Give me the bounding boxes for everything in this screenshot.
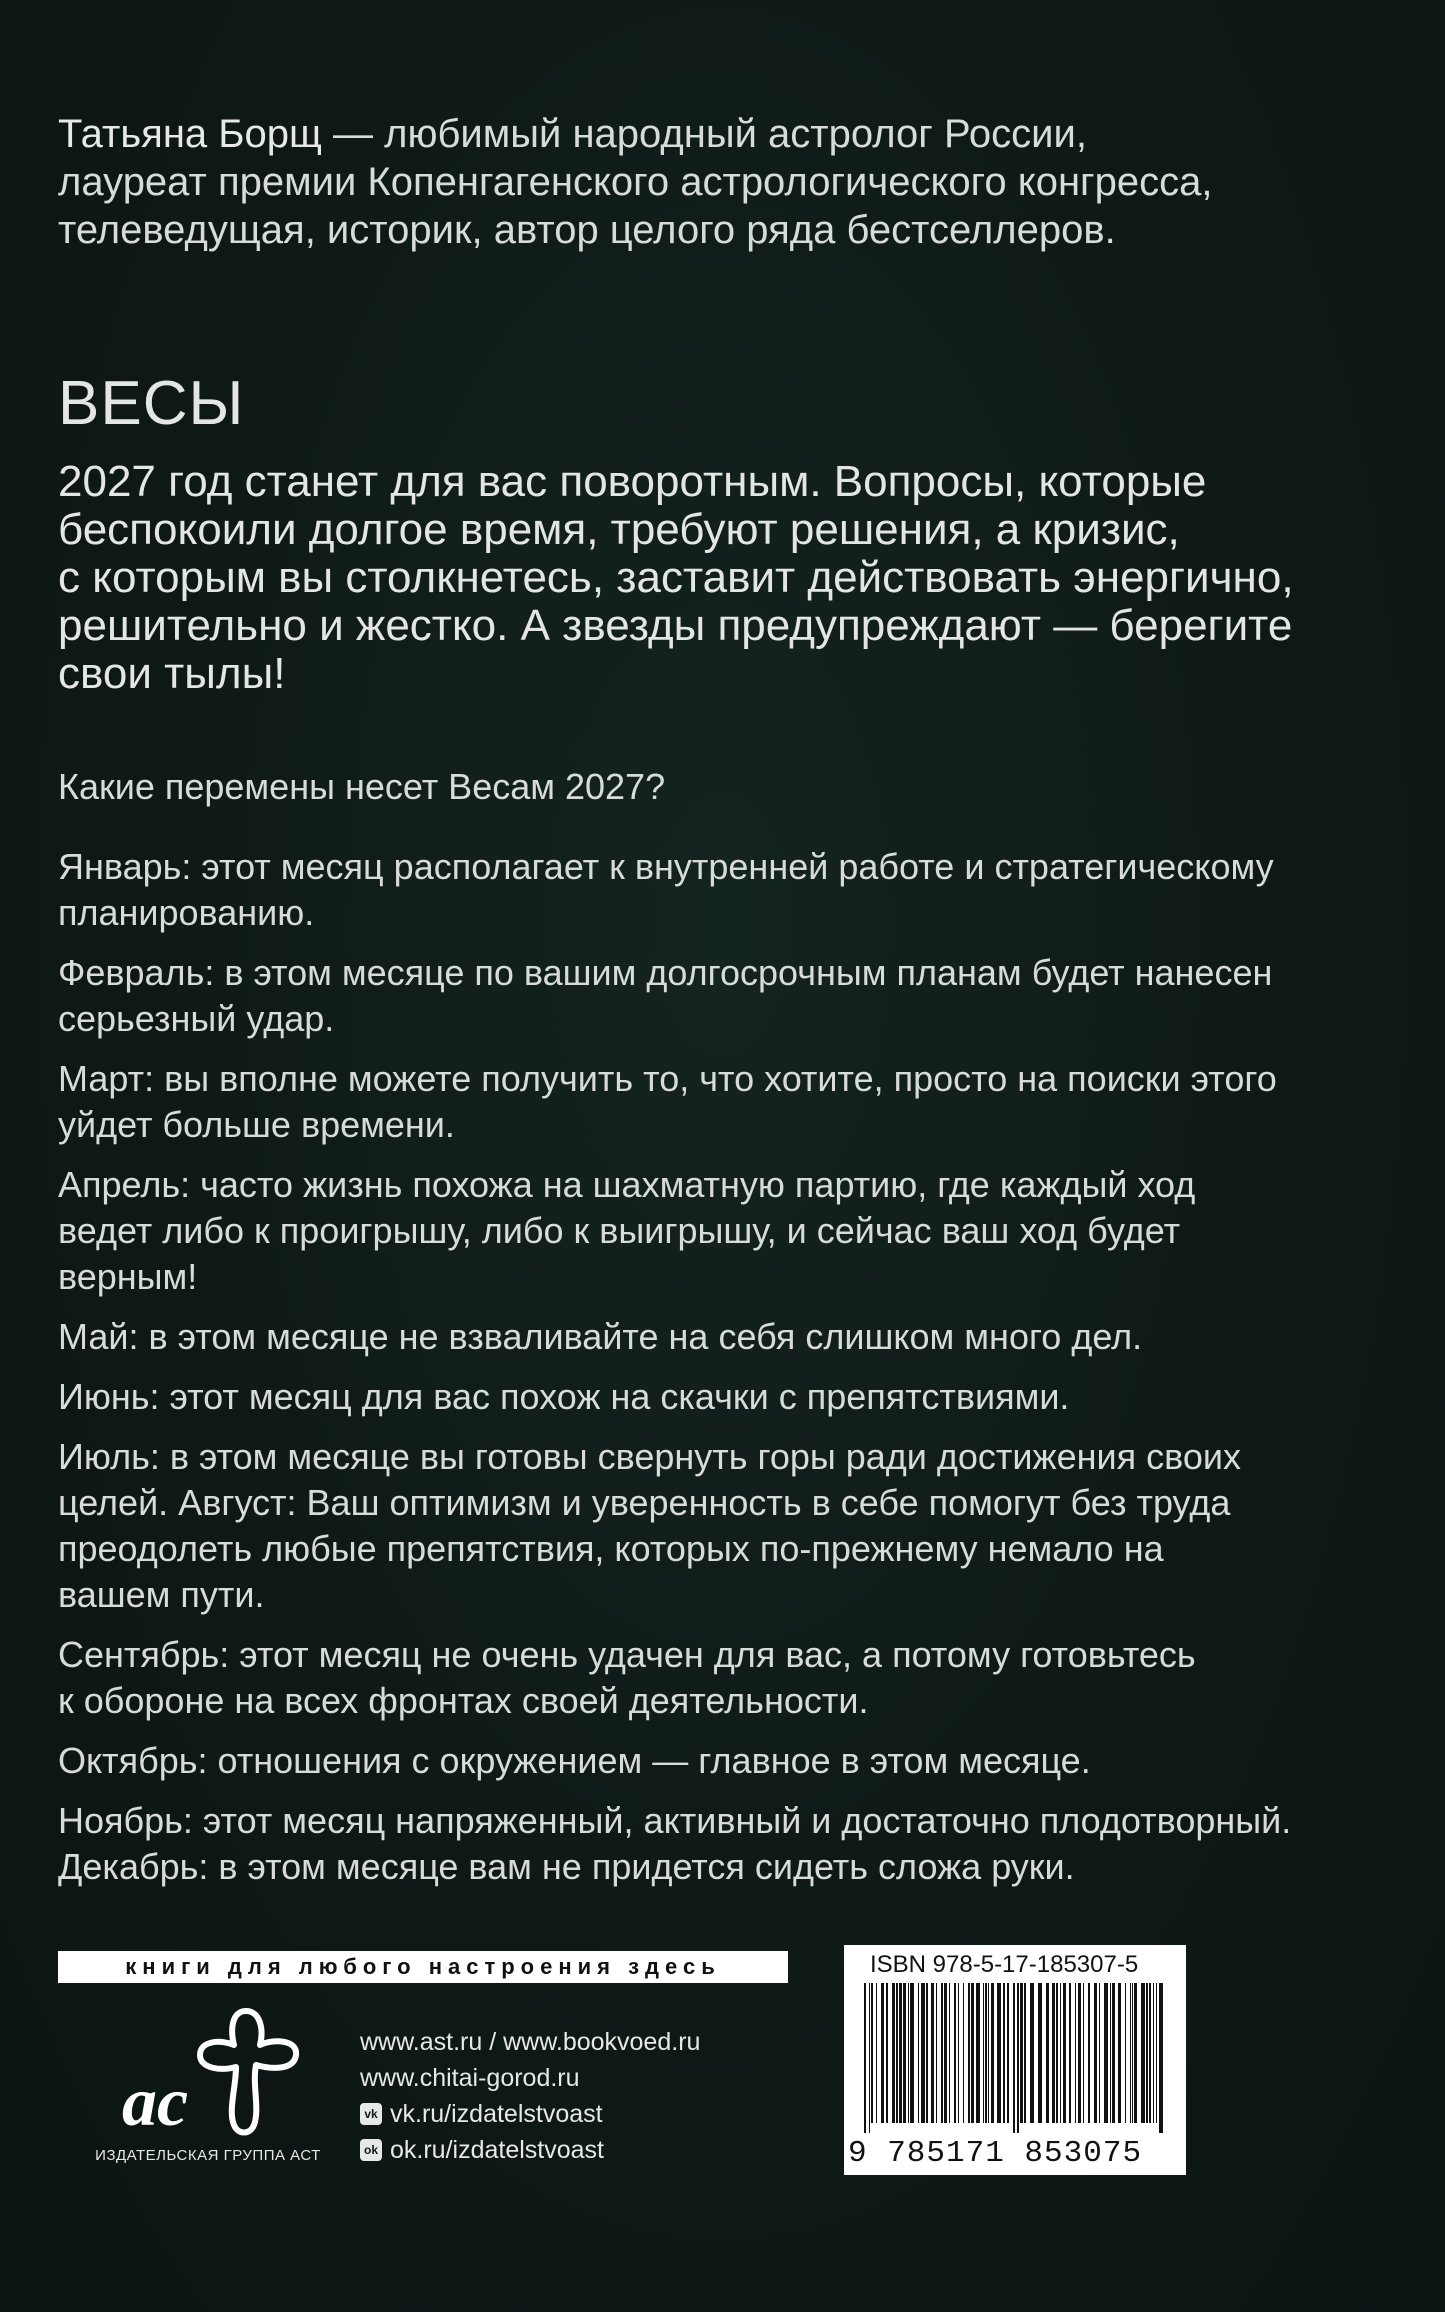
barcode-bar xyxy=(871,1983,873,2123)
month-forecast-line: Февраль: в этом месяце по вашим долгосрочным планам будет нанесен xyxy=(58,952,1273,993)
publisher-name: ИЗДАТЕЛЬСКАЯ ГРУППА АСТ xyxy=(95,2147,321,2164)
month-forecast-item xyxy=(58,1162,1378,1300)
ok-link[interactable] xyxy=(360,2132,700,2168)
month-forecast-item xyxy=(58,950,1378,1042)
isbn-label: ISBN 978-5-17-185307-5 xyxy=(870,1951,1139,1978)
barcode-bar xyxy=(954,1983,956,2123)
month-forecast-line: серьезный удар. xyxy=(58,998,335,1039)
month-forecast-line: Март: вы вполне можете получить то, что хотите, просто на поиски этого xyxy=(58,1058,1277,1099)
barcode-bar xyxy=(1013,1983,1015,2133)
barcode-bar xyxy=(976,1983,980,2123)
isbn-digits: 9 785171 853075 xyxy=(848,2136,1143,2171)
month-forecast-item xyxy=(58,1434,1378,1618)
intro-line-3: телеведущая, историк, автор целого ряда бестселлеров. xyxy=(58,208,1116,252)
month-forecast-item xyxy=(58,1844,1378,1890)
barcode-bar xyxy=(1094,1983,1097,2123)
barcode-bar xyxy=(908,1983,909,2123)
barcode-bar xyxy=(896,1983,898,2123)
intro-line-2: лауреат премии Копенгагенского астрологического конгресса, xyxy=(58,160,1213,204)
forecast-line: 2027 год станет для вас поворотным. Вопросы, которые xyxy=(58,457,1207,506)
barcode-bar xyxy=(983,1983,984,2123)
barcode-bar xyxy=(1104,1983,1108,2123)
barcode-bar xyxy=(968,1983,970,2123)
barcode-bar xyxy=(931,1983,934,2123)
barcode-bar xyxy=(941,1983,943,2123)
month-forecast-line: Октябрь: отношения с окружением — главное в этом месяце. xyxy=(58,1740,1091,1781)
author-intro xyxy=(58,110,1358,254)
barcode-bar xyxy=(1149,1983,1151,2123)
intro-line-1-rest: — любимый народный астролог России, xyxy=(321,112,1087,156)
barcode-bar xyxy=(921,1983,925,2123)
barcode-bar xyxy=(864,1983,866,2133)
barcode-bar xyxy=(985,1983,987,2123)
month-forecast-item xyxy=(58,1374,1378,1420)
chitai-gorod-link[interactable]: www.chitai-gorod.ru xyxy=(360,2063,580,2092)
barcode-bar xyxy=(988,1983,989,2123)
barcode-bar xyxy=(1112,1983,1115,2123)
month-forecast-line: верным! xyxy=(58,1256,198,1297)
barcode-bar xyxy=(1007,1983,1009,2123)
month-forecast-line: Июль: в этом месяце вы готовы свернуть горы ради достижения своих xyxy=(58,1436,1241,1477)
tagline-banner: книги для любого настроения здесь xyxy=(58,1951,788,1983)
barcode-bar xyxy=(1024,1983,1026,2123)
intro-line-1 xyxy=(58,110,1358,158)
vk-url[interactable]: vk.ru/izdatelstvoast xyxy=(390,2099,603,2128)
month-forecast-item xyxy=(58,1798,1378,1844)
barcode-bar xyxy=(1063,1983,1066,2123)
monthly-forecast-list xyxy=(58,844,1378,1904)
barcode-bar xyxy=(1083,1983,1084,2123)
month-forecast-line: Январь: этот месяц располагает к внутренней работе и стратегическому xyxy=(58,846,1274,887)
barcode-bar xyxy=(1159,1983,1163,2133)
publisher-links xyxy=(360,2024,700,2168)
month-forecast-line: Июнь: этот месяц для вас похож на скачки с препятствиями. xyxy=(58,1376,1070,1417)
sign-title: ВЕСЫ xyxy=(58,369,245,438)
barcode-bar xyxy=(1132,1983,1133,2123)
month-forecast-line: вашем пути. xyxy=(58,1574,265,1615)
ast-logo-icon xyxy=(88,2005,328,2155)
vk-icon: vk xyxy=(360,2103,382,2125)
barcode-bar xyxy=(1052,1983,1055,2123)
month-forecast-line: Ноябрь: этот месяц напряженный, активный и достаточно плодотворный. xyxy=(58,1800,1292,1841)
barcode-bar xyxy=(1030,1983,1034,2123)
author-name: Татьяна Борщ xyxy=(58,112,322,156)
forecast-paragraph xyxy=(58,458,1378,698)
vk-link[interactable] xyxy=(360,2096,700,2132)
question-heading: Какие перемены несет Весам 2027? xyxy=(58,766,666,807)
month-forecast-line: планированию. xyxy=(58,892,315,933)
month-forecast-item xyxy=(58,1314,1378,1360)
month-forecast-line: ведет либо к проигрышу, либо к выигрышу, и сейчас ваш ход будет xyxy=(58,1210,1181,1251)
barcode-bar xyxy=(1046,1983,1049,2123)
barcode-bar xyxy=(1156,1983,1157,2123)
barcode-bar xyxy=(1125,1983,1126,2123)
website-links[interactable] xyxy=(360,2024,700,2060)
barcode-bar xyxy=(963,1983,964,2123)
forecast-line: решительно и жестко. А звезды предупреждают — берегите xyxy=(58,601,1293,650)
month-forecast-item xyxy=(58,1738,1378,1784)
barcode-bar xyxy=(1017,1983,1019,2133)
forecast-line: беспокоили долгое время, требуют решения, а кризис, xyxy=(58,505,1180,554)
barcode-bar xyxy=(876,1983,877,2123)
barcode-bar xyxy=(1075,1983,1076,2123)
barcode-bar xyxy=(997,1983,1001,2123)
barcode-bar xyxy=(1153,1983,1154,2123)
month-forecast-line: целей. Август: Ваш оптимизм и уверенность в себе помогут без труда xyxy=(58,1482,1231,1523)
barcode-bar xyxy=(1110,1983,1111,2123)
barcode-bar xyxy=(1118,1983,1121,2123)
barcode-bar xyxy=(936,1983,937,2123)
barcode-bar xyxy=(903,1983,906,2123)
website-link-chitai-gorod[interactable] xyxy=(360,2060,700,2096)
barcode-bar xyxy=(958,1983,959,2123)
month-forecast-item xyxy=(58,844,1378,936)
month-forecast-item xyxy=(58,1056,1378,1148)
barcode-bar xyxy=(1146,1983,1148,2123)
barcode-bar xyxy=(991,1983,994,2123)
barcode-bar xyxy=(1078,1983,1081,2123)
barcode-bar xyxy=(1141,1983,1145,2123)
logo-wordmark: ас xyxy=(122,2064,189,2141)
month-forecast-line: к обороне на всех фронтах своей деятельности. xyxy=(58,1680,869,1721)
barcode-bar xyxy=(1060,1983,1061,2123)
barcode-bar xyxy=(949,1983,950,2123)
barcode-bar xyxy=(1038,1983,1042,2123)
barcode-bars xyxy=(864,1983,1166,2133)
month-forecast-item xyxy=(58,1632,1378,1724)
barcode-bar xyxy=(944,1983,947,2123)
isbn-barcode xyxy=(844,1945,1186,2175)
barcode-bar xyxy=(881,1983,884,2123)
barcode-bar xyxy=(1056,1983,1058,2123)
barcode-bar xyxy=(1069,1983,1071,2123)
barcode-bar xyxy=(1088,1983,1090,2123)
month-forecast-line: преодолеть любые препятствия, которых по-прежнему немало на xyxy=(58,1528,1164,1569)
forecast-line: свои тылы! xyxy=(58,649,286,698)
bookstore-links[interactable]: www.ast.ru / www.bookvoed.ru xyxy=(360,2027,701,2056)
month-forecast-line: Сентябрь: этот месяц не очень удачен для вас, а потому готовьтесь xyxy=(58,1634,1196,1675)
barcode-bar xyxy=(1099,1983,1100,2123)
forecast-line: с которым вы столкнетесь, заставит действовать энергично, xyxy=(58,553,1294,602)
barcode-bar xyxy=(1020,1983,1023,2123)
barcode-bar xyxy=(926,1983,928,2123)
ok-url[interactable]: ok.ru/izdatelstvoast xyxy=(390,2135,604,2164)
odnoklassniki-icon: ok xyxy=(360,2139,382,2161)
month-forecast-line: Декабрь: в этом месяце вам не придется сидеть сложа руки. xyxy=(58,1846,1075,1887)
month-forecast-line: уйдет больше времени. xyxy=(58,1104,455,1145)
barcode-bar xyxy=(918,1983,919,2123)
month-forecast-line: Май: в этом месяце не взваливайте на себя слишком много дел. xyxy=(58,1316,1143,1357)
barcode-bar xyxy=(1134,1983,1137,2123)
barcode-bar xyxy=(886,1983,888,2123)
barcode-bar xyxy=(892,1983,895,2123)
month-forecast-line: Апрель: часто жизнь похожа на шахматную партию, где каждый ход xyxy=(58,1164,1196,1205)
barcode-bar xyxy=(899,1983,902,2123)
barcode-bar xyxy=(869,1983,870,2133)
barcode-bar xyxy=(910,1983,914,2123)
barcode-bar xyxy=(971,1983,974,2123)
barcode-bar xyxy=(1130,1983,1131,2123)
barcode-bar xyxy=(1003,1983,1005,2123)
